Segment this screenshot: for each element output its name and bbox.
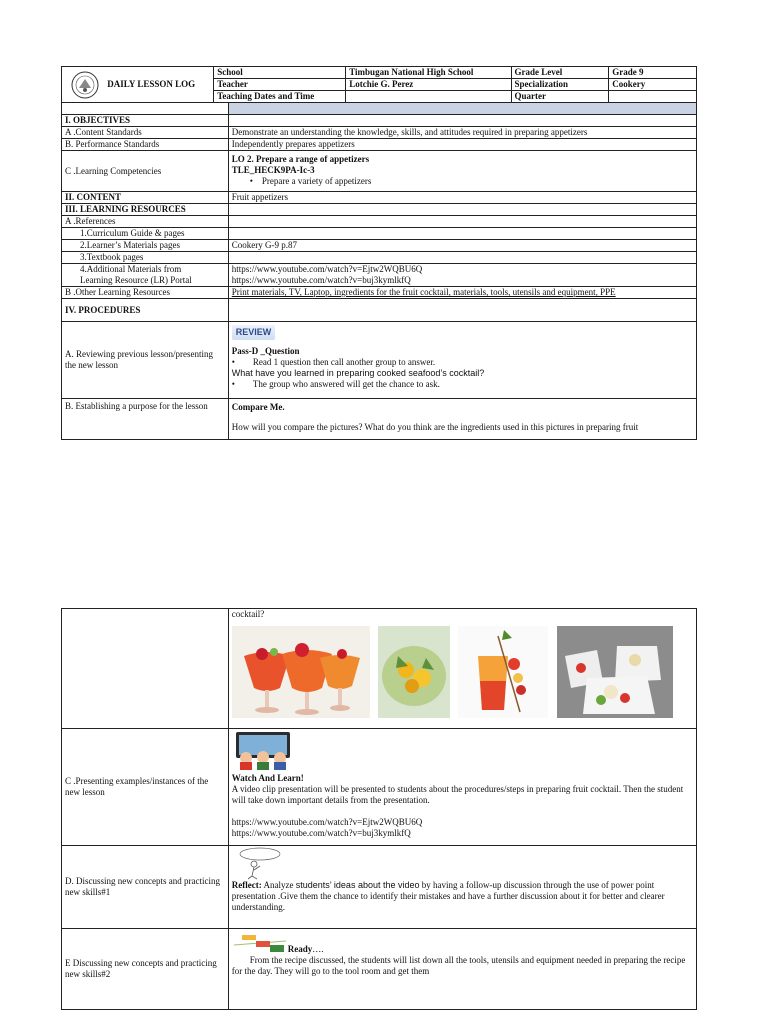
fruit-skewer-drink-image xyxy=(458,626,548,718)
header-title-cell xyxy=(62,67,214,103)
competency-line1: LO 2. Prepare a range of appetizers xyxy=(231,154,370,164)
procedure-b-images-cell xyxy=(228,609,696,729)
grade-level-label: Grade Level xyxy=(511,67,609,79)
procedure-b-cell xyxy=(228,399,696,440)
procedure-c-cell xyxy=(228,729,696,846)
procedure-a-line3 xyxy=(232,379,693,390)
specialization-label: Specialization xyxy=(511,79,609,91)
lesson-table-continued xyxy=(61,608,697,1010)
procedure-e-heading xyxy=(232,933,693,955)
procedure-e-ellipsis: …. xyxy=(312,944,324,954)
textbook-value xyxy=(228,252,696,264)
procedure-c-title: Watch And Learn! xyxy=(231,773,304,783)
objectives-heading-blank xyxy=(228,115,696,127)
additional-label xyxy=(62,264,229,287)
content-heading: II. CONTENT xyxy=(62,192,229,204)
procedure-b-label: B. Establishing a purpose for the lesson xyxy=(62,399,229,440)
content-standards-label: A .Content Standards xyxy=(62,127,229,139)
resource-link-2[interactable]: https://www.youtube.com/watch?v=buj3kymlkfQ xyxy=(231,275,411,285)
procedure-a-line3-text: The group who answered will get the chance to ask. xyxy=(252,379,440,389)
procedure-a-line1 xyxy=(232,357,693,368)
school-value: Timbugan National High School xyxy=(346,67,511,79)
learners-label: 2.Learner’s Materials pages xyxy=(62,240,229,252)
other-resources-value: Print materials, TV, Laptop, ingredients for the fruit cocktail, materials, tools, utensils and equipment, PPE xyxy=(228,287,696,299)
procedure-c-label: C .Presenting examples/instances of the new lesson xyxy=(62,729,229,846)
procedure-d-text xyxy=(232,880,693,913)
procedure-b-cont-text: cocktail? xyxy=(231,609,265,619)
bar-left xyxy=(62,103,229,115)
procedure-d-title: Reflect: xyxy=(231,880,262,890)
bar-right xyxy=(228,103,696,115)
fruit-bowl-image xyxy=(378,626,450,718)
references-blank xyxy=(228,216,696,228)
competencies-cell xyxy=(228,151,696,192)
objectives-heading: I. OBJECTIVES xyxy=(62,115,229,127)
competency-bullet xyxy=(232,176,693,187)
quarter-label: Quarter xyxy=(511,91,609,103)
competency-bullet-text: Prepare a variety of appetizers xyxy=(261,176,372,186)
bullet-icon: • xyxy=(249,176,262,186)
textbook-label: 3.Textbook pages xyxy=(62,252,229,264)
review-icon: REVIEW xyxy=(232,325,276,340)
resources-heading: III. LEARNING RESOURCES xyxy=(62,204,229,216)
procedure-a-line2: What have you learned in preparing cooked seafood’s cocktail? xyxy=(231,368,485,378)
procedures-heading-blank xyxy=(228,299,696,322)
procedure-d-label: D. Discussing new concepts and practicing new skills#1 xyxy=(62,846,229,929)
procedure-d-text-a: Analyze xyxy=(261,880,296,890)
additional-label-line2: Learning Resource (LR) Portal xyxy=(80,275,192,285)
references-label: A .References xyxy=(62,216,229,228)
specialization-value: Cookery xyxy=(609,79,697,91)
dates-label: Teaching Dates and Time xyxy=(214,91,346,103)
reflection-figure-icon xyxy=(232,846,288,880)
performance-standards-value: Independently prepares appetizers xyxy=(228,139,696,151)
competency-line2: TLE_HECK9PA-Ic-3 xyxy=(231,165,315,175)
procedure-a-line1-text: Read 1 question then call another group to answer. xyxy=(252,357,436,367)
content-value: Fruit appetizers xyxy=(228,192,696,204)
performance-standards-label: B. Performance Standards xyxy=(62,139,229,151)
procedure-c-link-1[interactable]: https://www.youtube.com/watch?v=Ejtw2WQBU6Q xyxy=(231,817,423,827)
fruit-pictures xyxy=(232,626,693,718)
procedure-b-title: Compare Me. xyxy=(231,402,285,412)
teacher-label: Teacher xyxy=(214,79,346,91)
additional-links xyxy=(228,264,696,287)
resources-heading-blank xyxy=(228,204,696,216)
procedure-e-label: E Discussing new concepts and practicing new skills#2 xyxy=(62,929,229,1010)
ready-chef-go-logo xyxy=(232,933,288,955)
procedure-c-text: A video clip presentation will be presented to students about the procedures/steps in preparing fruit cocktail. Then the student will take down important details from the presentation. xyxy=(231,784,684,805)
procedure-e-cell xyxy=(228,929,696,1010)
dates-value xyxy=(346,91,511,103)
resource-link-1[interactable]: https://www.youtube.com/watch?v=Ejtw2WQBU6Q xyxy=(231,264,423,274)
procedure-d-cell xyxy=(228,846,696,929)
procedure-d-text-c: by having a follow-up discussion through the use of power point presentation .Give them the chance to identify their mistakes and have a further discussion about it for better and clearer understanding. xyxy=(231,880,665,912)
bullet-icon: • xyxy=(231,357,253,367)
grade-level-value: Grade 9 xyxy=(609,67,697,79)
procedure-a-cell xyxy=(228,322,696,399)
fruit-salad-cups-image xyxy=(557,626,673,718)
additional-label-line1: 4.Additional Materials from xyxy=(80,264,182,274)
header-title: DAILY LESSON LOG xyxy=(107,78,196,89)
deped-seal-icon xyxy=(65,70,105,100)
header-table xyxy=(61,66,697,103)
quarter-value xyxy=(609,91,697,103)
competencies-label: C .Learning Competencies xyxy=(62,151,229,192)
learners-value: Cookery G-9 p.87 xyxy=(228,240,696,252)
teacher-value: Lotchie G. Perez xyxy=(346,79,511,91)
procedure-b-label-cont xyxy=(62,609,229,729)
content-standards-value: Demonstrate an understanding the knowledge, skills, and attitudes required in preparing appetizers xyxy=(228,127,696,139)
procedure-e-title: Ready xyxy=(287,944,313,954)
other-resources-label: B .Other Learning Resources xyxy=(62,287,229,299)
fruit-cocktail-glasses-image xyxy=(232,626,370,718)
procedure-e-text: From the recipe discussed, the students will list down all the tools, utensils and equipment needed in preparing the recipe for the day. They will go to the tool room and get them xyxy=(231,955,686,976)
procedures-heading: IV. PROCEDURES xyxy=(62,299,229,322)
curriculum-value xyxy=(228,228,696,240)
procedure-b-text: How will you compare the pictures? What do you think are the ingredients used in this pictures in preparing fruit xyxy=(231,422,639,432)
lesson-table xyxy=(61,102,697,440)
procedure-a-title: Pass-D _Question xyxy=(231,346,300,356)
students-watching-icon xyxy=(232,730,294,770)
bullet-icon: • xyxy=(231,379,253,389)
procedure-a-label: A. Reviewing previous lesson/presenting the new lesson xyxy=(62,322,229,399)
procedure-c-link-2[interactable]: https://www.youtube.com/watch?v=buj3kymlkfQ xyxy=(231,828,411,838)
curriculum-label: 1.Curriculum Guide & pages xyxy=(62,228,229,240)
procedure-d-text-b: students’ ideas about the video xyxy=(295,880,420,890)
school-label: School xyxy=(214,67,346,79)
